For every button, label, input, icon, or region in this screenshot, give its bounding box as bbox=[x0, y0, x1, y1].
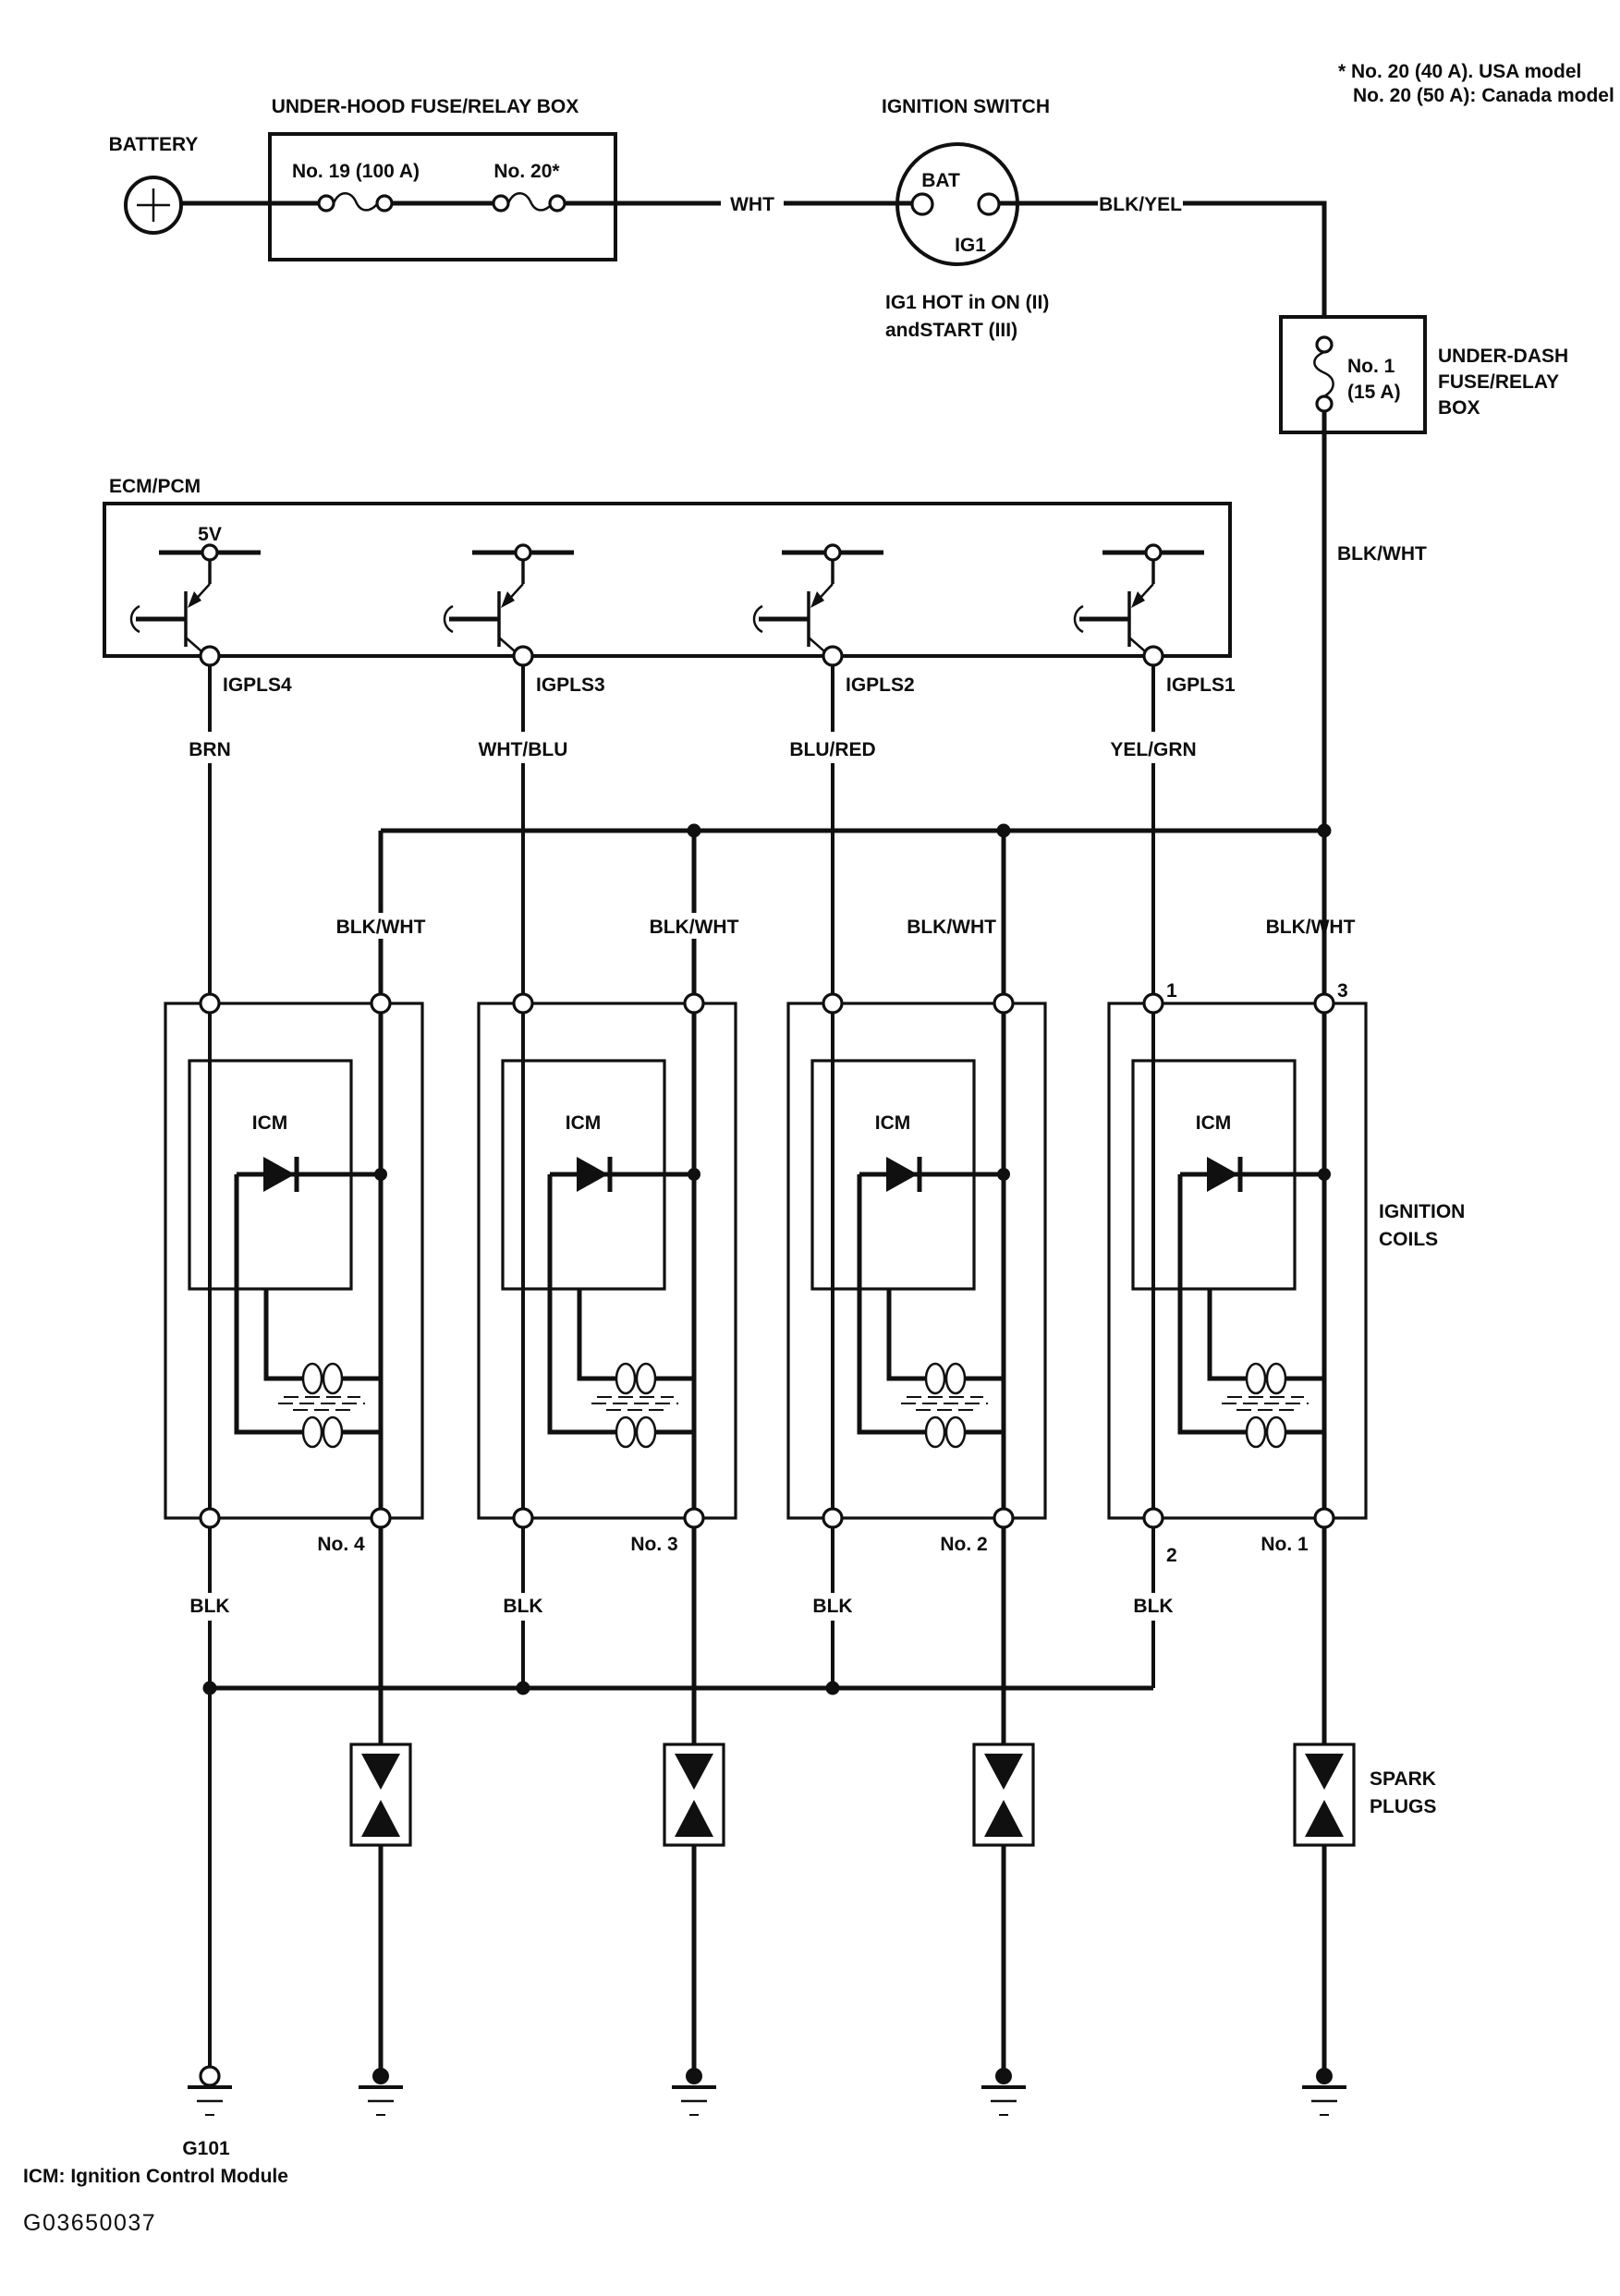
footnote-line1: * No. 20 (40 A). USA model bbox=[1338, 61, 1582, 82]
coil4-pin-2-label: 2 bbox=[1166, 1545, 1177, 1566]
g101-label: G101 bbox=[182, 2138, 230, 2159]
fuse-20-label: No. 20* bbox=[493, 161, 560, 182]
coil4-pin-1-label: 1 bbox=[1166, 980, 1177, 1002]
ignition-switch-label: IGNITION SWITCH bbox=[882, 96, 1050, 117]
wire-color-wht-blu: WHT/BLU bbox=[478, 739, 568, 760]
ecm-5v-label: 5V bbox=[198, 524, 222, 545]
power-drop-label-4: BLK/WHT bbox=[1265, 917, 1356, 938]
bat-terminal-label: BAT bbox=[921, 170, 960, 191]
ecm-output-igpls4: IGPLS4 bbox=[223, 674, 292, 696]
ground-wire-label-4: BLK bbox=[1133, 1596, 1174, 1617]
spark-plugs-label-line1: SPARK bbox=[1370, 1768, 1436, 1790]
ignition-coils-label-line2: COILS bbox=[1379, 1229, 1439, 1250]
blk-wht-feed-label: BLK/WHT bbox=[1337, 543, 1427, 565]
ecm-output-igpls2: IGPLS2 bbox=[846, 674, 915, 696]
icm-label-1: ICM bbox=[251, 1112, 288, 1134]
bat-terminal-icon bbox=[912, 194, 932, 214]
fuse-1-label-line2: (15 A) bbox=[1347, 382, 1401, 403]
power-drop-label-3: BLK/WHT bbox=[907, 917, 996, 938]
footnote-line2: No. 20 (50 A): Canada model bbox=[1353, 85, 1614, 106]
underdash-label-line3: BOX bbox=[1438, 397, 1480, 419]
underdash-label-line1: UNDER-DASH bbox=[1438, 346, 1569, 367]
cylinder-label-2: No. 3 bbox=[630, 1534, 678, 1555]
spark-plugs-label-line2: PLUGS bbox=[1370, 1796, 1437, 1817]
coil4-pin-3-label: 3 bbox=[1337, 980, 1348, 1002]
underdash-label-line2: FUSE/RELAY bbox=[1438, 371, 1560, 393]
fuse-1-label-line1: No. 1 bbox=[1347, 356, 1395, 377]
power-drop-label-1: BLK/WHT bbox=[335, 917, 426, 938]
wht-wire-label: WHT bbox=[730, 194, 774, 215]
icm-label-3: ICM bbox=[874, 1112, 911, 1134]
power-drop-label-2: BLK/WHT bbox=[649, 917, 739, 938]
wire-color-blu-red: BLU/RED bbox=[789, 739, 876, 760]
icm-label-4: ICM bbox=[1195, 1112, 1232, 1134]
underhood-fuse-box-label: UNDER-HOOD FUSE/RELAY BOX bbox=[271, 96, 579, 117]
ignition-coils-label-line1: IGNITION bbox=[1379, 1201, 1466, 1222]
ecm-output-igpls3: IGPLS3 bbox=[536, 674, 605, 696]
ecm-pcm-label: ECM/PCM bbox=[109, 476, 201, 497]
ig1-terminal-icon bbox=[979, 194, 999, 214]
fuse-19-label: No. 19 (100 A) bbox=[291, 161, 420, 182]
wire-color-yel-grn: YEL/GRN bbox=[1110, 739, 1197, 760]
blk-yel-wire-label: BLK/YEL bbox=[1099, 194, 1182, 215]
ig1-terminal-label: IG1 bbox=[955, 235, 986, 256]
ground-wire-label-1: BLK bbox=[189, 1596, 230, 1617]
figure-id: G03650037 bbox=[23, 2210, 157, 2236]
ecm-output-igpls1: IGPLS1 bbox=[1166, 674, 1236, 696]
ground-wire-label-2: BLK bbox=[503, 1596, 543, 1617]
ig1-hot-note-line1: IG1 HOT in ON (II) bbox=[885, 292, 1050, 313]
cylinder-label-4: No. 1 bbox=[1261, 1534, 1309, 1555]
cylinder-label-3: No. 2 bbox=[940, 1534, 988, 1555]
ig1-hot-note-line2: andSTART (III) bbox=[885, 320, 1018, 341]
battery-label: BATTERY bbox=[108, 134, 199, 155]
ground-wire-label-3: BLK bbox=[812, 1596, 853, 1617]
icm-label-2: ICM bbox=[565, 1112, 602, 1134]
g101-terminal-icon bbox=[201, 2067, 219, 2085]
wire-color-brn: BRN bbox=[189, 739, 231, 760]
cylinder-label-1: No. 4 bbox=[317, 1534, 365, 1555]
icm-abbreviation-note: ICM: Ignition Control Module bbox=[23, 2166, 288, 2187]
